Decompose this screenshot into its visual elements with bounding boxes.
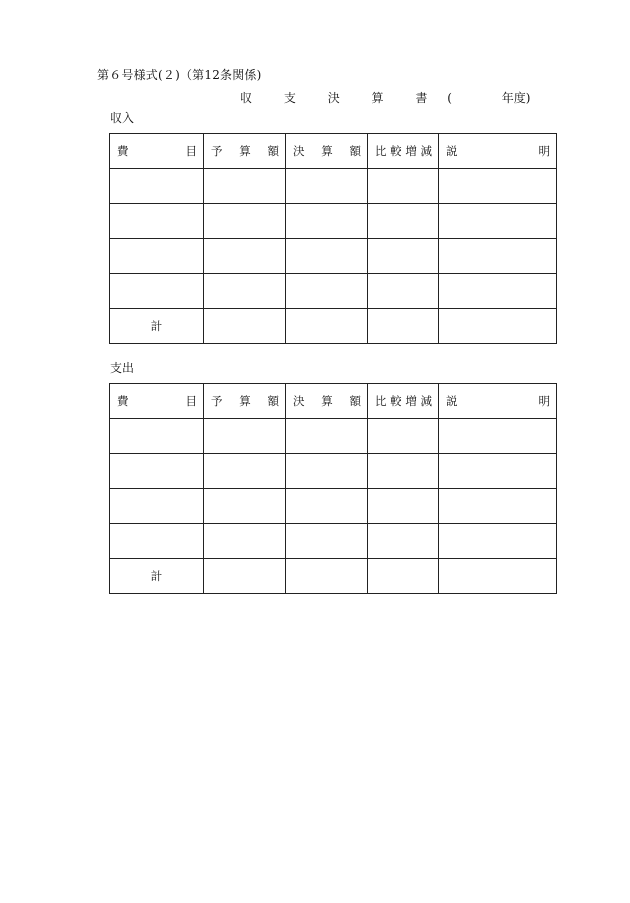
- header-description: [439, 134, 557, 169]
- fiscal-year-label: 年度): [501, 91, 531, 105]
- cell-description-total[interactable]: [439, 309, 557, 344]
- cell-difference[interactable]: [368, 454, 439, 489]
- income-table: [109, 133, 557, 344]
- header-char: 目: [185, 394, 197, 408]
- cell-settlement[interactable]: [286, 239, 368, 274]
- cell-budget-total[interactable]: [204, 309, 286, 344]
- cell-settlement[interactable]: [286, 419, 368, 454]
- cell-settlement-total[interactable]: [286, 559, 368, 594]
- header-char: 額: [267, 144, 279, 158]
- header-char: 予: [211, 394, 223, 408]
- header-char: 額: [267, 394, 279, 408]
- header-difference: [368, 134, 439, 169]
- cell-description[interactable]: [439, 524, 557, 559]
- expense-table: [109, 383, 557, 594]
- header-char: 算: [239, 144, 251, 158]
- cell-budget[interactable]: [204, 419, 286, 454]
- cell-item[interactable]: [110, 489, 204, 524]
- cell-item[interactable]: [110, 169, 204, 204]
- cell-budget[interactable]: [204, 204, 286, 239]
- cell-difference-total[interactable]: [368, 309, 439, 344]
- header-item: [110, 134, 204, 169]
- header-char: 額: [349, 394, 361, 408]
- cell-budget[interactable]: [204, 454, 286, 489]
- cell-budget[interactable]: [204, 524, 286, 559]
- form-number: 第６号様式(２)（第12条関係): [97, 68, 262, 82]
- cell-difference[interactable]: [368, 524, 439, 559]
- cell-description[interactable]: [439, 419, 557, 454]
- cell-difference[interactable]: [368, 274, 439, 309]
- cell-description[interactable]: [439, 454, 557, 489]
- header-char: 算: [321, 144, 333, 158]
- header-row: [110, 384, 557, 419]
- total-label: 計: [110, 559, 204, 594]
- header-char: 較: [390, 394, 402, 408]
- header-char: 決: [293, 144, 305, 158]
- cell-settlement[interactable]: [286, 454, 368, 489]
- cell-difference[interactable]: [368, 419, 439, 454]
- cell-settlement-total[interactable]: [286, 309, 368, 344]
- table-row: [110, 489, 557, 524]
- cell-budget-total[interactable]: [204, 559, 286, 594]
- title-paren-open: (: [447, 91, 452, 105]
- title-char: 算: [371, 91, 384, 105]
- title-char: 収: [240, 91, 253, 105]
- cell-budget[interactable]: [204, 239, 286, 274]
- cell-difference[interactable]: [368, 489, 439, 524]
- cell-description[interactable]: [439, 239, 557, 274]
- header-char: 減: [420, 144, 432, 158]
- header-settlement: [286, 134, 368, 169]
- cell-budget[interactable]: [204, 169, 286, 204]
- cell-difference-total[interactable]: [368, 559, 439, 594]
- cell-item[interactable]: [110, 454, 204, 489]
- cell-difference[interactable]: [368, 239, 439, 274]
- table-row: [110, 524, 557, 559]
- cell-item[interactable]: [110, 204, 204, 239]
- header-row: [110, 134, 557, 169]
- header-char: 明: [538, 144, 550, 158]
- header-difference: [368, 384, 439, 419]
- cell-settlement[interactable]: [286, 204, 368, 239]
- header-item: [110, 384, 204, 419]
- cell-item[interactable]: [110, 274, 204, 309]
- total-label: 計: [110, 309, 204, 344]
- cell-description[interactable]: [439, 489, 557, 524]
- cell-item[interactable]: [110, 419, 204, 454]
- cell-difference[interactable]: [368, 204, 439, 239]
- total-row: [110, 309, 557, 344]
- header-char: 決: [293, 394, 305, 408]
- header-char: 較: [390, 144, 402, 158]
- total-row: [110, 559, 557, 594]
- cell-settlement[interactable]: [286, 524, 368, 559]
- cell-description[interactable]: [439, 274, 557, 309]
- cell-settlement[interactable]: [286, 169, 368, 204]
- table-row: [110, 419, 557, 454]
- header-char: 費: [117, 144, 129, 158]
- header-char: 額: [349, 144, 361, 158]
- expense-section-label: 支出: [110, 361, 135, 375]
- cell-description-total[interactable]: [439, 559, 557, 594]
- table-row: [110, 169, 557, 204]
- title-char: 決: [327, 91, 340, 105]
- header-char: 比: [375, 394, 387, 408]
- cell-settlement[interactable]: [286, 274, 368, 309]
- cell-item[interactable]: [110, 239, 204, 274]
- header-description: [439, 384, 557, 419]
- table-row: [110, 239, 557, 274]
- header-budget: [204, 384, 286, 419]
- header-char: 費: [117, 394, 129, 408]
- document-title: [240, 89, 530, 106]
- header-char: 予: [211, 144, 223, 158]
- cell-difference[interactable]: [368, 169, 439, 204]
- table-row: [110, 204, 557, 239]
- title-char: 支: [283, 91, 296, 105]
- table-row: [110, 274, 557, 309]
- cell-description[interactable]: [439, 169, 557, 204]
- header-char: 算: [321, 394, 333, 408]
- header-char: 減: [420, 394, 432, 408]
- header-char: 比: [375, 144, 387, 158]
- header-char: 目: [185, 144, 197, 158]
- cell-settlement[interactable]: [286, 489, 368, 524]
- cell-description[interactable]: [439, 204, 557, 239]
- header-budget: [204, 134, 286, 169]
- header-char: 説: [446, 144, 458, 158]
- title-char: 書: [415, 91, 428, 105]
- header-settlement: [286, 384, 368, 419]
- header-char: 明: [538, 394, 550, 408]
- header-char: 増: [405, 144, 417, 158]
- cell-item[interactable]: [110, 524, 204, 559]
- header-char: 増: [405, 394, 417, 408]
- table-row: [110, 454, 557, 489]
- header-char: 説: [446, 394, 458, 408]
- cell-budget[interactable]: [204, 489, 286, 524]
- header-char: 算: [239, 394, 251, 408]
- cell-budget[interactable]: [204, 274, 286, 309]
- income-section-label: 収入: [110, 111, 135, 125]
